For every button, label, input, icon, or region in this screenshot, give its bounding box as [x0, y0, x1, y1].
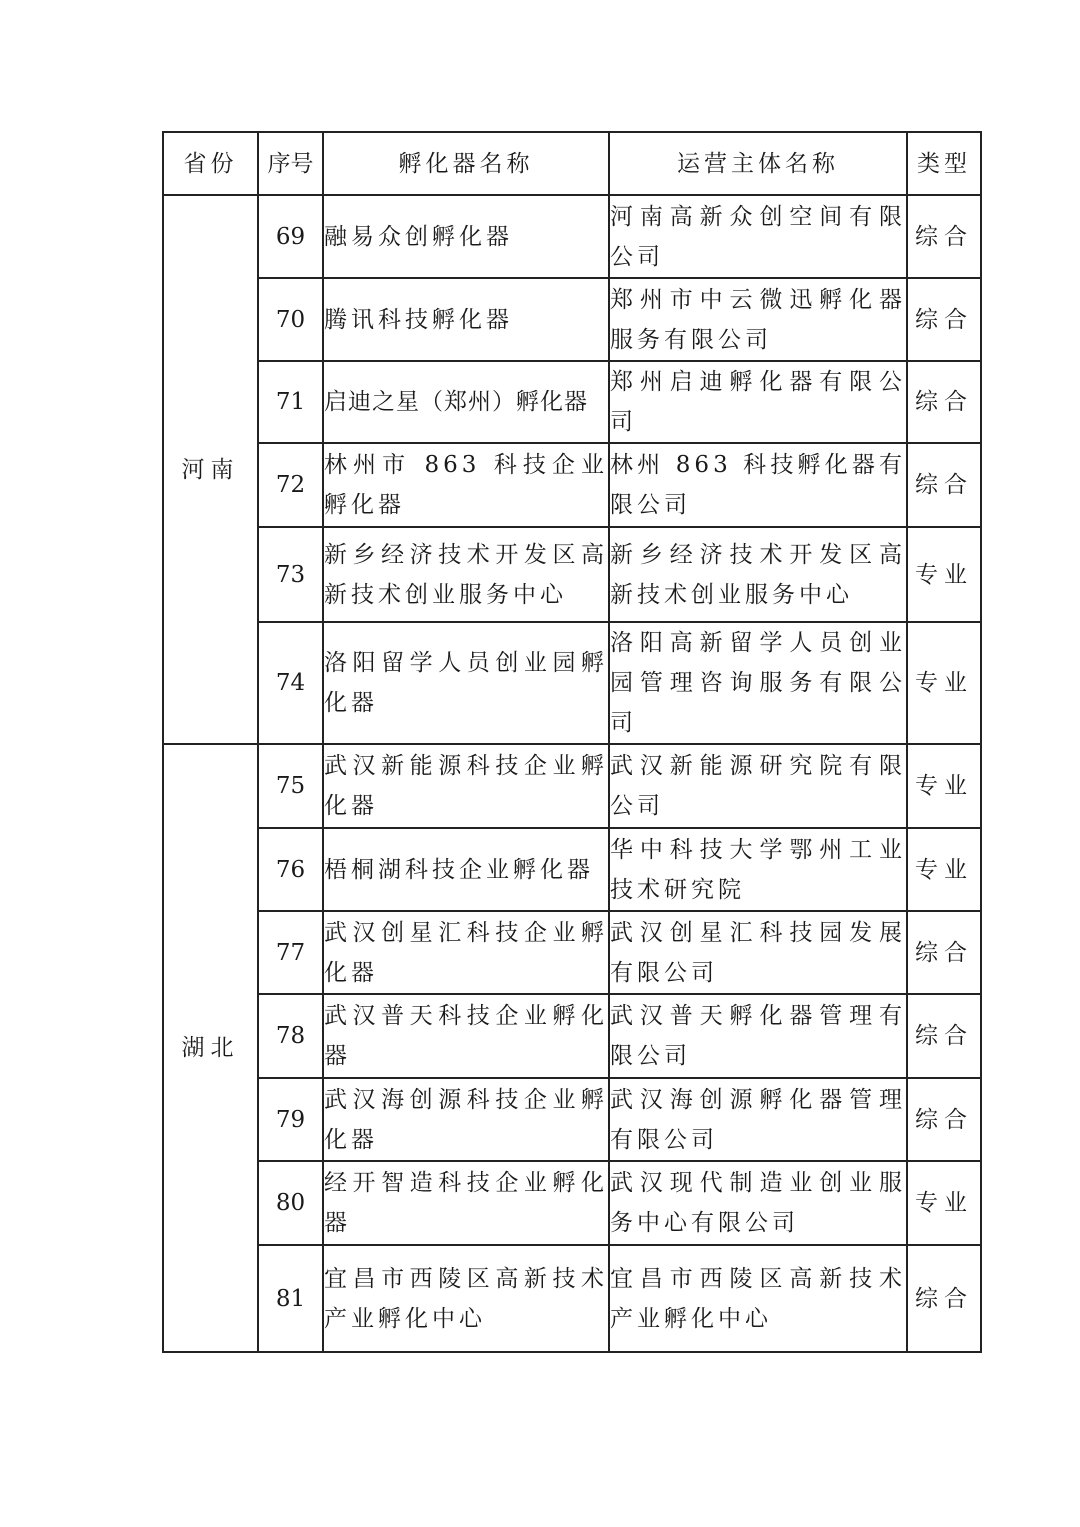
incubator-name-cell: 腾讯科技孵化器 [323, 278, 609, 361]
seq-cell: 74 [258, 622, 323, 744]
operator-name-cell: 河南高新众创空间有限公司 [609, 195, 907, 278]
seq-cell: 69 [258, 195, 323, 278]
type-cell: 综合 [907, 911, 981, 994]
incubator-name-cell: 梧桐湖科技企业孵化器 [323, 828, 609, 911]
type-cell: 综合 [907, 1078, 981, 1161]
table-row [163, 527, 981, 622]
seq-cell: 77 [258, 911, 323, 994]
table-row [163, 911, 981, 994]
table-row [163, 744, 981, 828]
seq-cell: 73 [258, 527, 323, 622]
type-cell: 综合 [907, 1245, 981, 1352]
incubator-name-cell: 武汉新能源科技企业孵化器 [323, 744, 609, 828]
province-cell-henan: 河南 [163, 195, 258, 744]
type-cell: 综合 [907, 443, 981, 527]
header-province: 省份 [163, 132, 258, 195]
seq-cell: 75 [258, 744, 323, 828]
operator-name-cell: 宜昌市西陵区高新技术产业孵化中心 [609, 1245, 907, 1352]
type-cell: 综合 [907, 278, 981, 361]
table-row [163, 1078, 981, 1161]
seq-cell: 76 [258, 828, 323, 911]
incubator-name-cell: 新乡经济技术开发区高新技术创业服务中心 [323, 527, 609, 622]
operator-name-cell: 武汉新能源研究院有限公司 [609, 744, 907, 828]
operator-name-cell: 武汉创星汇科技园发展有限公司 [609, 911, 907, 994]
incubator-name-cell: 融易众创孵化器 [323, 195, 609, 278]
header-seq: 序号 [258, 132, 323, 195]
incubator-name-cell: 武汉创星汇科技企业孵化器 [323, 911, 609, 994]
header-row [163, 132, 981, 195]
incubator-name-cell: 武汉海创源科技企业孵化器 [323, 1078, 609, 1161]
operator-name-cell: 武汉普天孵化器管理有限公司 [609, 994, 907, 1078]
seq-cell: 81 [258, 1245, 323, 1352]
incubator-name-cell: 武汉普天科技企业孵化器 [323, 994, 609, 1078]
incubator-name-cell: 启迪之星（郑州）孵化器 [323, 361, 609, 443]
table-row [163, 195, 981, 278]
operator-name-cell: 郑州市中云微迅孵化器服务有限公司 [609, 278, 907, 361]
type-cell: 专业 [907, 622, 981, 744]
seq-cell: 78 [258, 994, 323, 1078]
operator-name-cell: 武汉海创源孵化器管理有限公司 [609, 1078, 907, 1161]
incubator-name-cell: 经开智造科技企业孵化器 [323, 1161, 609, 1245]
header-name: 孵化器名称 [323, 132, 609, 195]
operator-name-cell: 洛阳高新留学人员创业园管理咨询服务有限公司 [609, 622, 907, 744]
operator-name-cell: 华中科技大学鄂州工业技术研究院 [609, 828, 907, 911]
seq-cell: 80 [258, 1161, 323, 1245]
type-cell: 综合 [907, 361, 981, 443]
header-type: 类型 [907, 132, 981, 195]
seq-cell: 72 [258, 443, 323, 527]
seq-cell: 79 [258, 1078, 323, 1161]
table-row [163, 622, 981, 744]
table-row [163, 278, 981, 361]
type-cell: 专业 [907, 828, 981, 911]
table-row [163, 443, 981, 527]
province-cell-hubei: 湖北 [163, 744, 258, 1352]
table-row [163, 1245, 981, 1352]
header-operator: 运营主体名称 [609, 132, 907, 195]
incubator-name-cell: 林州市 863 科技企业孵化器 [323, 443, 609, 527]
incubator-name-cell: 宜昌市西陵区高新技术产业孵化中心 [323, 1245, 609, 1352]
table-row [163, 828, 981, 911]
type-cell: 专业 [907, 527, 981, 622]
seq-cell: 70 [258, 278, 323, 361]
type-cell: 综合 [907, 994, 981, 1078]
table-row [163, 1161, 981, 1245]
seq-cell: 71 [258, 361, 323, 443]
table-row [163, 994, 981, 1078]
type-cell: 综合 [907, 195, 981, 278]
incubator-name-cell: 洛阳留学人员创业园孵化器 [323, 622, 609, 744]
table-row [163, 361, 981, 443]
operator-name-cell: 新乡经济技术开发区高新技术创业服务中心 [609, 527, 907, 622]
operator-name-cell: 郑州启迪孵化器有限公司 [609, 361, 907, 443]
operator-name-cell: 武汉现代制造业创业服务中心有限公司 [609, 1161, 907, 1245]
type-cell: 专业 [907, 744, 981, 828]
type-cell: 专业 [907, 1161, 981, 1245]
operator-name-cell: 林州 863 科技孵化器有限公司 [609, 443, 907, 527]
incubator-table [162, 131, 982, 1353]
